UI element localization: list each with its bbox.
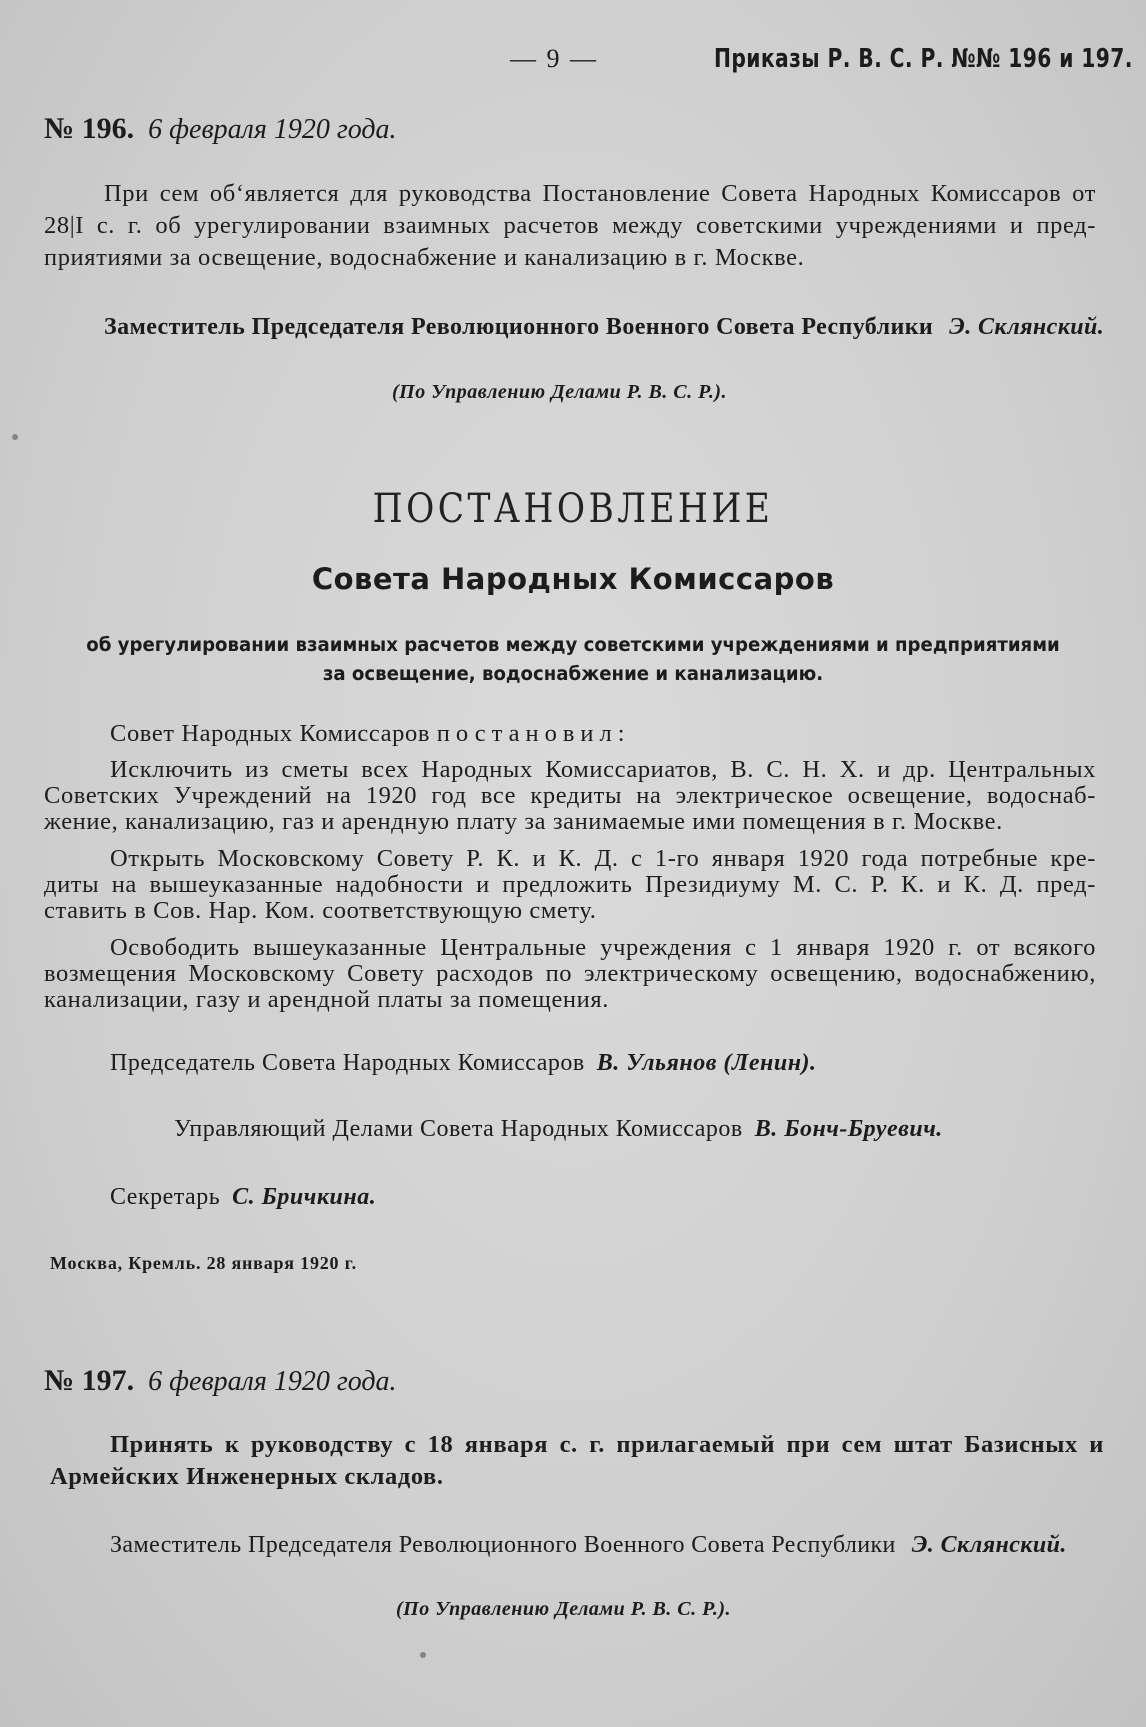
- order-196-heading: [44, 112, 397, 146]
- decree-manager: [174, 1116, 943, 1143]
- decree-resolved-word: постановил:: [436, 720, 631, 747]
- decree-about-line-1: об урегулировании взаимных расчетов между советскими учреждениями и предприятиями: [86, 633, 1060, 656]
- order-197-date: 6 февраля 1920 года.: [148, 1366, 397, 1397]
- paper-speck: [12, 434, 18, 440]
- decree-secretary: [110, 1184, 376, 1211]
- decree-p2-line-2: диты на вышеуказанные надобности и предложить Президиуму М. С. Р. К. и К. Д. пред-: [44, 871, 1096, 898]
- decree-place-date: Москва, Кремль. 28 января 1920 г.: [50, 1253, 357, 1273]
- decree-title: ПОСТАНОВЛЕНИЕ: [372, 486, 774, 532]
- decree-subtitle: Совета Народных Комиссаров: [311, 562, 835, 596]
- order-196-number: № 196.: [44, 112, 135, 145]
- order-196-signature: [104, 314, 1104, 341]
- decree-manager-name: В. Бонч-Бруевич.: [754, 1116, 943, 1142]
- order-196-line-1: При сем об‘является для руководства Постановление Совета Народных Комиссаров от: [104, 180, 1096, 207]
- order-197-line-2: Армейских Инженерных складов.: [50, 1463, 444, 1490]
- decree-secretary-name: С. Бричкина.: [232, 1184, 377, 1210]
- order-197-number: № 197.: [44, 1364, 135, 1397]
- running-title: Приказы Р. В. С. Р. №№ 196 и 197.: [714, 44, 1133, 74]
- decree-about-line-2: за освещение, водоснабжение и канализацию.: [322, 662, 824, 685]
- decree-secretary-role: Секретарь: [110, 1184, 221, 1210]
- order-197-line-1: Принять к руководству с 18 января с. г. прилагаемый при сем штат Базисных и: [110, 1431, 1104, 1458]
- order-197-signature: [110, 1532, 1067, 1559]
- order-197-signature-name: Э. Склянский.: [911, 1532, 1067, 1558]
- decree-resolved-prefix: Совет Народных Комиссаров: [110, 720, 431, 747]
- decree-p3-line-3: канализации, газу и арендной платы за помещения.: [44, 986, 609, 1013]
- decree-chairman: [110, 1050, 817, 1077]
- order-197-heading: [44, 1364, 397, 1398]
- order-197-office-note: (По Управлению Делами Р. В. С. Р.).: [396, 1598, 731, 1620]
- decree-p2-line-1: Открыть Московскому Совету Р. К. и К. Д. с 1-го января 1920 года потребные кре-: [110, 845, 1096, 872]
- order-196-date: 6 февраля 1920 года.: [148, 114, 397, 145]
- order-196-signature-role: Заместитель Председателя Революционного Военного Совета Республики: [104, 314, 934, 340]
- decree-p1-line-1: Исключить из сметы всех Народных Комиссариатов, В. С. Н. Х. и др. Центральных: [110, 756, 1096, 783]
- page-number: — 9 —: [510, 44, 598, 73]
- decree-resolved-line: [110, 720, 631, 748]
- order-196-signature-name: Э. Склянский.: [949, 314, 1105, 340]
- decree-p3-line-1: Освободить вышеуказанные Центральные учреждения с 1 января 1920 г. от всякого: [110, 934, 1096, 961]
- decree-p3-line-2: возмещения Московскому Совету расходов по электрическому освещению, водоснабжению,: [44, 960, 1096, 987]
- decree-manager-role: Управляющий Делами Совета Народных Комиссаров: [174, 1116, 743, 1142]
- decree-p1-line-3: жение, канализацию, газ и арендную плату за занимаемые ими помещения в г. Москве.: [44, 808, 1003, 835]
- decree-p2-line-3: ставить в Сов. Нар. Ком. соответствующую смету.: [44, 897, 597, 924]
- decree-chairman-name: В. Ульянов (Ленин).: [596, 1050, 817, 1076]
- order-196-office-note: (По Управлению Делами Р. В. С. Р.).: [392, 381, 727, 403]
- paper-speck: [420, 1652, 426, 1658]
- order-196-line-3: приятиями за освещение, водоснабжение и канализацию в г. Москве.: [44, 244, 805, 271]
- decree-chairman-role: Председатель Совета Народных Комиссаров: [110, 1050, 585, 1076]
- order-196-line-2: 28|I с. г. об урегулировании взаимных расчетов между советскими учреждениями и пред-: [44, 212, 1096, 239]
- decree-p1-line-2: Советских Учреждений на 1920 год все кредиты на электрическое освещение, водоснаб-: [44, 782, 1096, 809]
- order-197-signature-role: Заместитель Председателя Революционного Военного Совета Республики: [110, 1532, 896, 1558]
